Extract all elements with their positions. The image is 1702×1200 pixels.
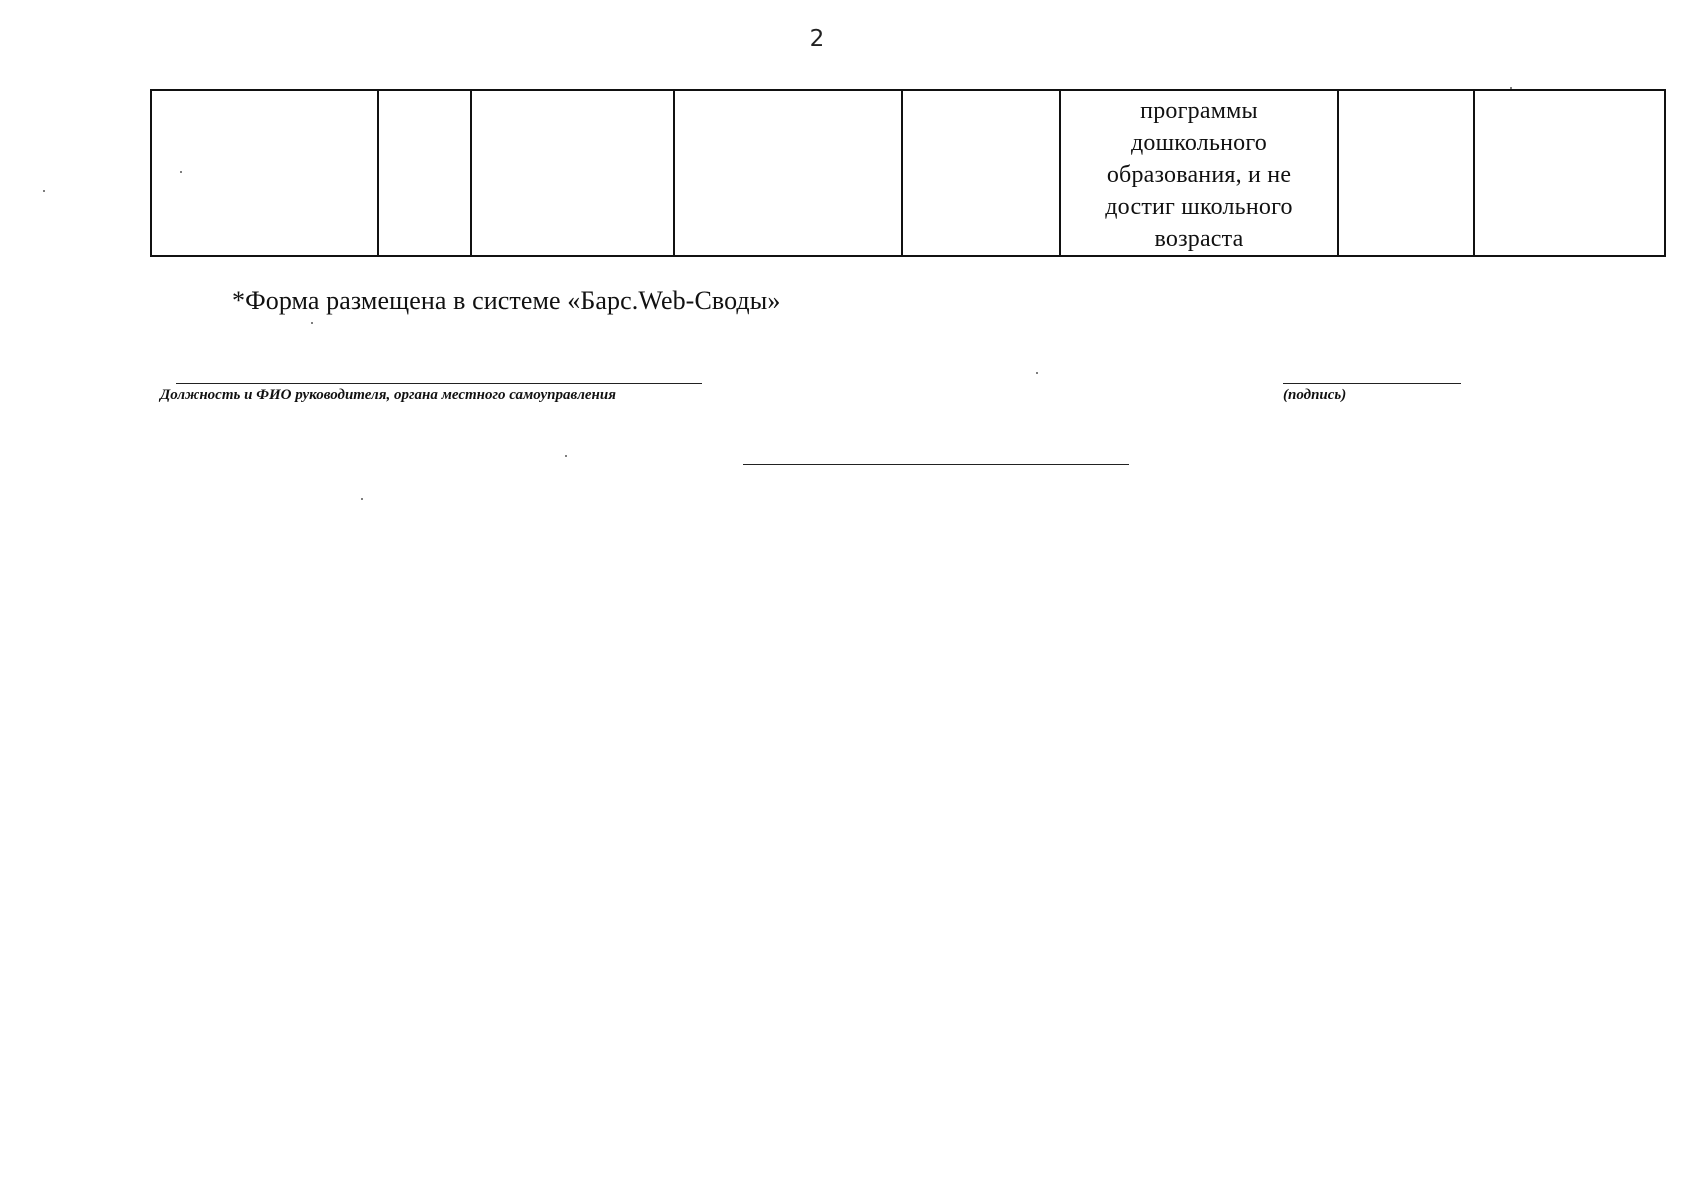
table-cell-text [1475, 91, 1664, 95]
table-cell-text [903, 91, 1059, 95]
signature-line [1283, 383, 1461, 384]
position-signature-line [176, 383, 702, 384]
scan-speck [361, 498, 363, 500]
report-table [150, 89, 1666, 257]
table-cell [471, 90, 674, 256]
separator-line [743, 464, 1129, 465]
scan-speck [43, 190, 45, 192]
scan-speck [1510, 87, 1512, 89]
table-cell-text [379, 91, 470, 95]
table-cell [378, 90, 471, 256]
table-cell-text [1339, 91, 1473, 95]
table-cell [1474, 90, 1665, 256]
table-cell-text [472, 91, 673, 95]
table-row [151, 90, 1665, 256]
scan-speck [180, 171, 182, 173]
table-cell-text [675, 91, 901, 95]
signature-caption: (подпись) [1283, 387, 1347, 403]
scan-speck [1036, 372, 1038, 374]
position-caption: Должность и ФИО руководителя, органа местного самоуправления [160, 387, 616, 403]
table-cell-description [1060, 90, 1338, 256]
page-number: 2 [809, 26, 825, 52]
scan-speck [565, 455, 567, 457]
form-footnote: *Форма размещена в системе «Барс.Web-Своды» [232, 286, 781, 315]
table-cell [151, 90, 378, 256]
table-cell [902, 90, 1060, 256]
table-cell [674, 90, 902, 256]
scan-speck [311, 322, 313, 324]
table-cell-text [152, 91, 377, 95]
table-cell [1338, 90, 1474, 256]
table-cell-text: программы дошкольного образования, и не достиг школьного возраста [1105, 98, 1293, 252]
